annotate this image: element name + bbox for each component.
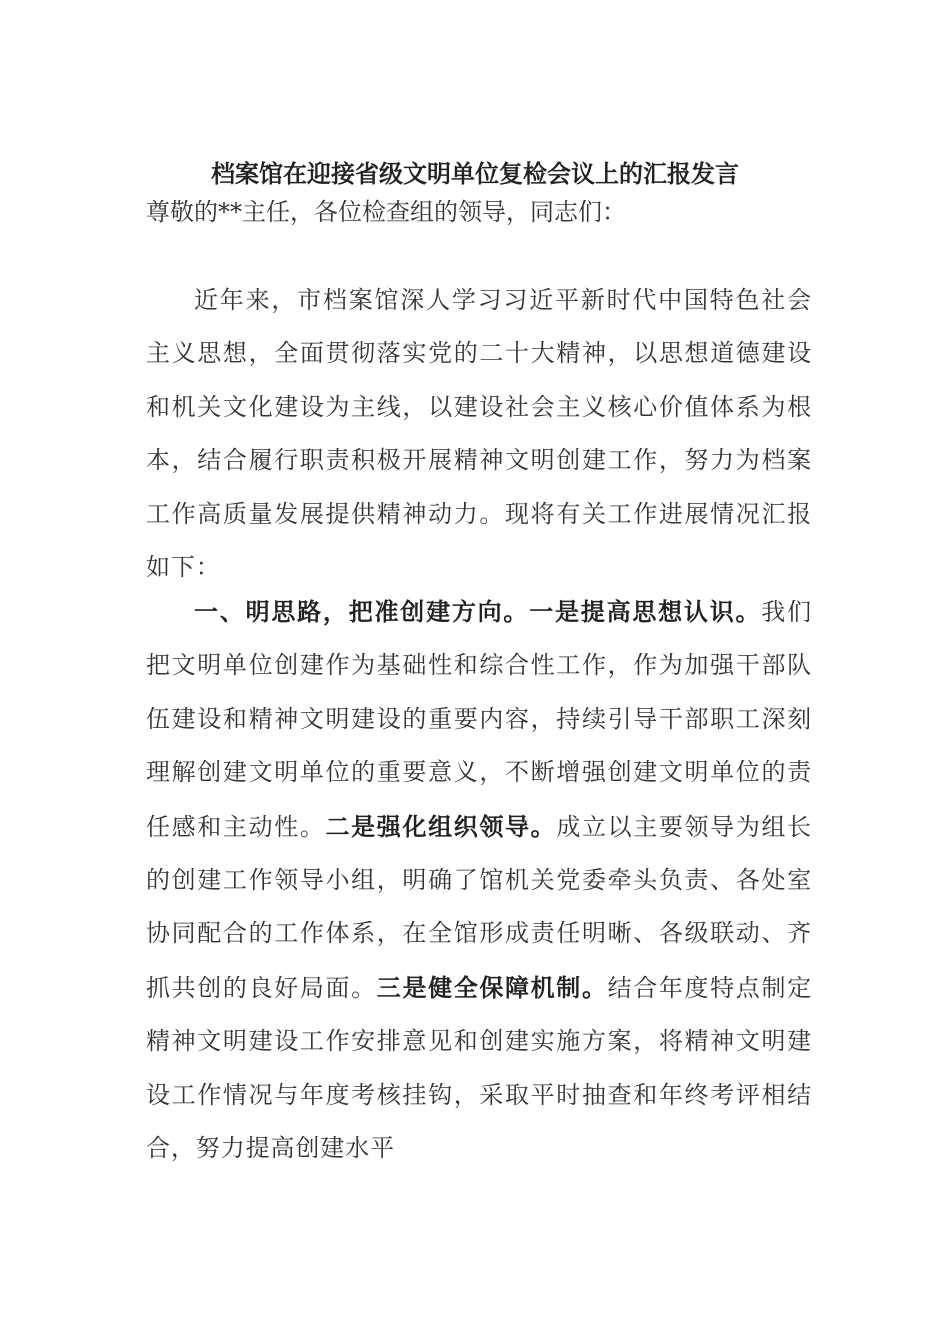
salutation: 尊敬的**主任，各位检查组的领导，同志们： [146,198,626,226]
point-two-label: 二是强化组织领导。 [325,811,557,841]
point-one-text: 我们把文明单位创建作为基础性和综合性工作，作为加强干部队伍建设和精神文明建设的重要内容，持续引导干部职工深刻理解创建文明单位的重要意义，不断增强创建文明单位的责任感和主动性。 [146,598,812,841]
document-title: 档案馆在迎接省级文明单位复检会议上的汇报发言 [211,159,739,188]
point-three-label: 三是健全保障机制。 [376,972,608,1002]
point-two-text: 成立以主要领导为组长的创建工作领导小组，明确了馆机关党委牵头负责、各处室协同配合的工作体系，在全馆形成责任明晰、各级联动、齐抓共创的良好局面。 [146,812,812,1002]
point-one-label: 一是提高思想认识。 [529,597,762,626]
section-one-paragraph [146,585,812,1175]
intro-paragraph: 近年来，市档案馆深人学习习近平新时代中国特色社会主义思想，全面贯彻落实党的二十大精神，以思想道德建设和机关文化建设为主线，以建设社会主义核心价值体系为根本，结合履行职责积极开展精神文明创建工作，努力为档案工作高质量发展提供精神动力。现将有关工作进展情况汇报如下： [146,286,812,582]
point-three-text: 结合年度特点制定精神文明建设工作安排意见和创建实施方案，将精神文明建设工作情况与年度考核挂钩，采取平时抽查和年终考评相结合，努力提高创建水平 [146,973,812,1163]
section-heading: 一、明思路，把准创建方向。 [194,597,530,626]
